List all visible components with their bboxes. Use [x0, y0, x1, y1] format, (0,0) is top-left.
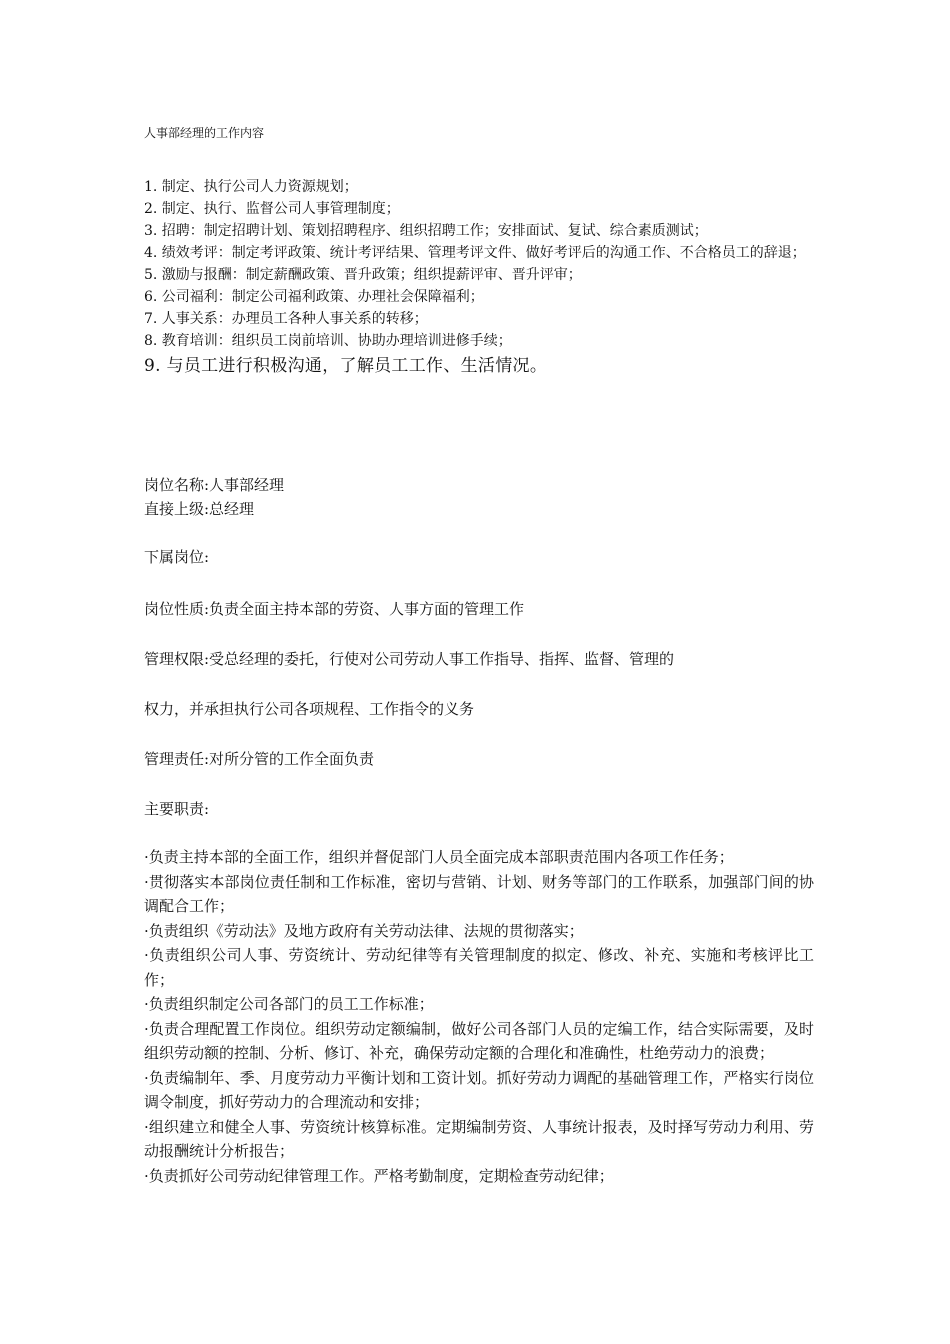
duty-item-1: ·负责主持本部的全面工作，组织并督促部门人员全面完成本部职责范围内各项工作任务；: [144, 848, 734, 866]
duty-item-3: ·负责组织《劳动法》及地方政府有关劳动法律、法规的贯彻落实；: [144, 921, 584, 940]
duty-item-2: ·贯彻落实本部岗位责任制和工作标准，密切与营销、计划、财务等部门的工作联系，加强部门间的协调配合工作；: [144, 872, 814, 915]
job-content-section: [144, 124, 814, 380]
management-responsibility-section: [144, 747, 814, 771]
position-nature: 岗位性质:负责全面主持本部的劳资、人事方面的管理工作: [144, 600, 525, 618]
work-item-2: 2. 制定、执行、监督公司人事管理制度；: [144, 201, 400, 217]
work-item-3: 3. 招聘：制定招聘计划、策划招聘程序、组织招聘工作；安排面试、复试、综合素质测试；: [144, 223, 708, 239]
work-item-9: 9. 与员工进行积极沟通，了解员工工作、生活情况。: [144, 356, 548, 376]
work-item-8: 8. 教育培训：组织员工岗前培训、协助办理培训进修手续；: [144, 333, 512, 349]
management-authority-line-2: 权力，并承担执行公司各项规程、工作指令的义务: [144, 700, 475, 718]
work-item-1: 1. 制定、执行公司人力资源规划；: [144, 179, 358, 195]
direct-superior: 直接上级:总经理: [144, 500, 255, 518]
position-basic-info: [144, 473, 814, 521]
management-responsibility: 管理责任:对所分管的工作全面负责: [144, 750, 375, 768]
duty-item-7: ·负责编制年、季、月度劳动力平衡计划和工资计划。抓好劳动力调配的基础管理工作，严格实行岗位调令制度，抓好劳动力的合理流动和安排；: [144, 1068, 814, 1111]
work-item-5: 5. 激励与报酬：制定薪酬政策、晋升政策；组织提薪评审、晋升评审；: [144, 267, 582, 283]
management-authority-section: [144, 647, 814, 671]
main-duties-heading-section: [144, 797, 814, 821]
position-name: 岗位名称:人事部经理: [144, 476, 285, 494]
main-duties-heading: 主要职责:: [144, 800, 210, 818]
management-authority-line-1: 管理权限:受总经理的委托，行使对公司劳动人事工作指导、指挥、监督、管理的: [144, 650, 675, 668]
main-duties-list: [144, 845, 814, 1188]
duty-item-8: ·组织建立和健全人事、劳资统计核算标准。定期编制劳资、人事统计报表，及时择写劳动力利用、劳动报酬统计分析报告；: [144, 1117, 814, 1160]
subordinate-positions-section: [144, 545, 814, 569]
work-item-7: 7. 人事关系：办理员工各种人事关系的转移；: [144, 311, 428, 327]
duty-item-6: ·负责合理配置工作岗位。组织劳动定额编制，做好公司各部门人员的定编工作，结合实际需要，及时组织劳动额的控制、分析、修订、补充，确保劳动定额的合理化和准确性，杜绝劳动力的浪费；: [144, 1019, 814, 1062]
duty-item-5: ·负责组织制定公司各部门的员工工作标准；: [144, 995, 434, 1013]
subordinate-positions: 下属岗位:: [144, 548, 210, 566]
work-item-6: 6. 公司福利：制定公司福利政策、办理社会保障福利；: [144, 289, 484, 305]
duty-item-4: ·负责组织公司人事、劳资统计、劳动纪律等有关管理制度的拟定、修改、补充、实施和考核评比工作；: [144, 946, 814, 989]
management-authority-continued: [144, 697, 814, 721]
duty-item-9: ·负责抓好公司劳动纪律管理工作。严格考勤制度，定期检查劳动纪律；: [144, 1166, 614, 1185]
document-title: 人事部经理的工作内容: [144, 126, 265, 140]
position-nature-section: [144, 597, 814, 621]
work-content-list: [144, 176, 814, 380]
work-item-4: 4. 绩效考评：制定考评政策、统计考评结果、管理考评文件、做好考评后的沟通工作、不合格员工的辞退；: [144, 245, 806, 261]
